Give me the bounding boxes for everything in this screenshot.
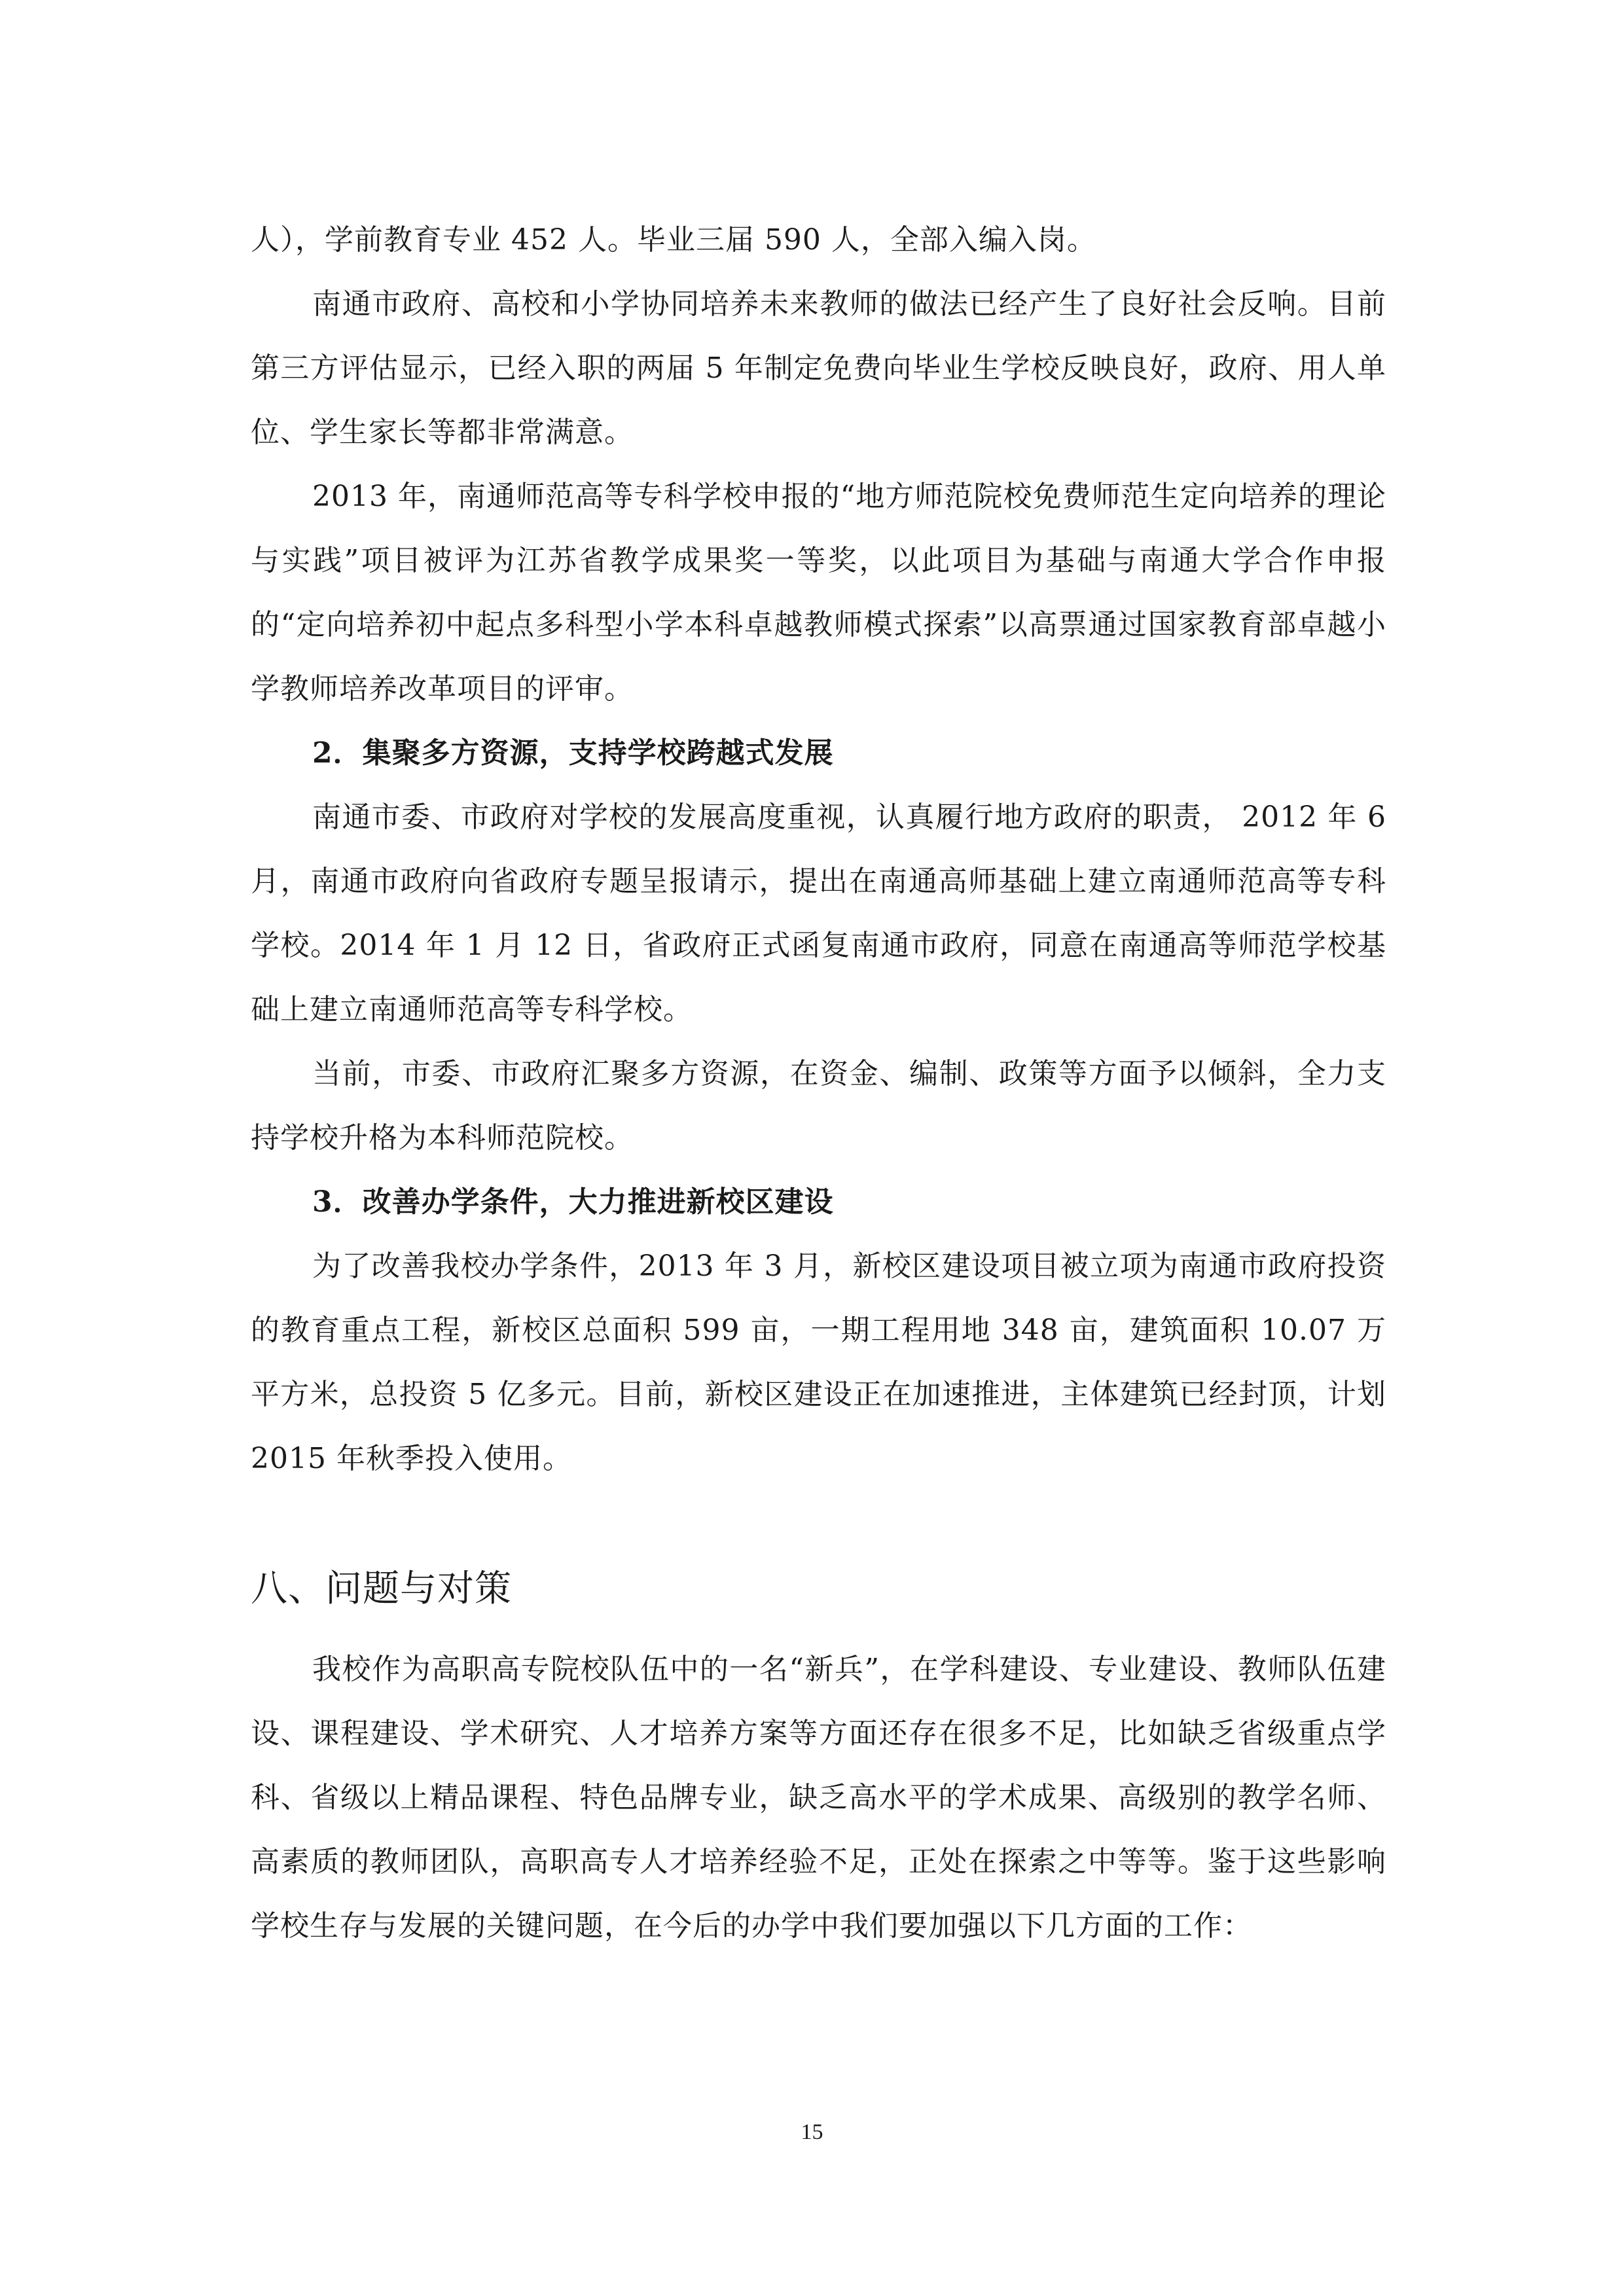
body-paragraph: 为了改善我校办学条件，2013 年 3 月，新校区建设项目被立项为南通市政府投资的教育重点工程，新校区总面积 599 亩，一期工程用地 348 亩，建筑面积 10.07 万平方米，总投资 5 亿多元。目前，新校区建设正在加速推进，主体建筑已经封顶，计划 2015 年秋季投入使用。 [251, 1249, 1386, 1475]
page-content [251, 208, 1386, 1958]
continuation-paragraph: 人），学前教育专业 452 人。毕业三届 590 人，全部入编入岗。 [251, 223, 1096, 257]
body-paragraph: 当前，市委、市政府汇聚多方资源，在资金、编制、政策等方面予以倾斜，全力支持学校升格为本科师范院校。 [251, 1057, 1386, 1155]
subsection-heading: 2．集聚多方资源，支持学校跨越式发展 [312, 736, 834, 770]
body-paragraph: 南通市政府、高校和小学协同培养未来教师的做法已经产生了良好社会反响。目前第三方评估显示，已经入职的两届 5 年制定免费向毕业生学校反映良好，政府、用人单位、学生家长等都非常满意。 [251, 287, 1386, 449]
body-paragraph: 南通市委、市政府对学校的发展高度重视，认真履行地方政府的职责， 2012 年 6 月，南通市政府向省政府专题呈报请示，提出在南通高师基础上建立南通师范高等专科学校。2014 年 1 月 12 日，省政府正式函复南通市政府，同意在南通高等师范学校基础上建立南通师范高等专科学校。 [251, 800, 1386, 1026]
body-paragraph: 我校作为高职高专院校队伍中的一名“新兵”，在学科建设、专业建设、教师队伍建设、课程建设、学术研究、人才培养方案等方面还存在很多不足，比如缺乏省级重点学科、省级以上精品课程、特色品牌专业，缺乏高水平的学术成果、高级别的教学名师、高素质的教师团队，高职高专人才培养经验不足，正处在探索之中等等。鉴于这些影响学校生存与发展的关键问题，在今后的办学中我们要加强以下几方面的工作： [251, 1653, 1386, 1943]
body-paragraph: 2013 年，南通师范高等专科学校申报的“地方师范院校免费师范生定向培养的理论与实践”项目被评为江苏省教学成果奖一等奖，以此项目为基础与南通大学合作申报的“定向培养初中起点多科型小学本科卓越教师模式探索”以高票通过国家教育部卓越小学教师培养改革项目的评审。 [251, 480, 1386, 706]
page-number: 15 [801, 2120, 823, 2144]
subsection-heading: 3．改善办学条件，大力推进新校区建设 [312, 1185, 834, 1219]
section-heading: 八、问题与对策 [251, 1568, 512, 1610]
